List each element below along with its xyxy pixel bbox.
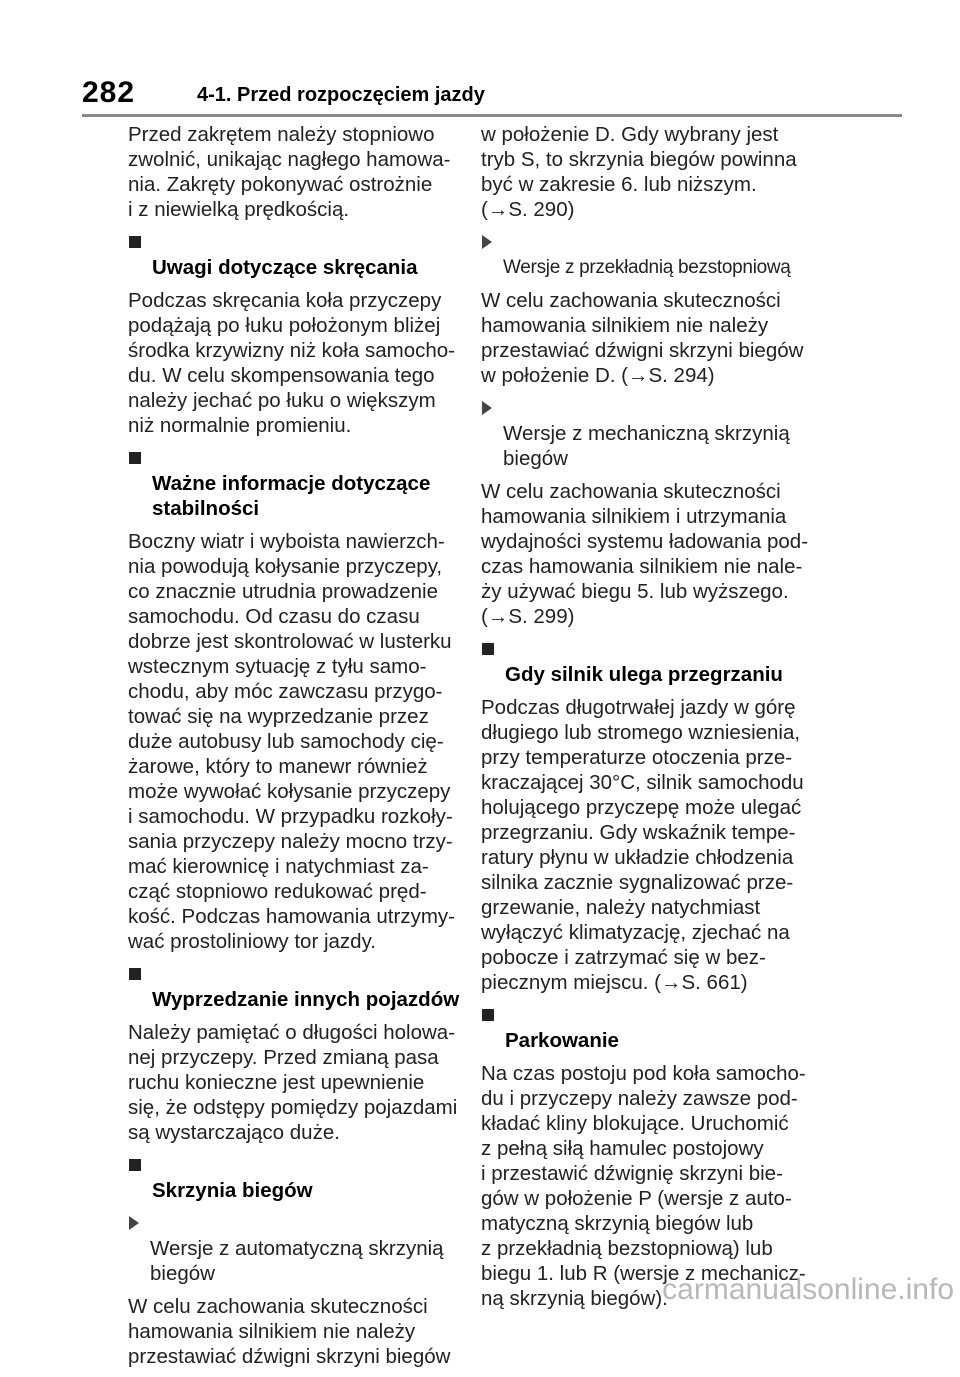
page-number: 282 xyxy=(82,76,136,109)
subheading-text: Wersje z automatyczną skrzynią biegów xyxy=(150,1237,444,1285)
header-divider xyxy=(82,114,902,117)
paragraph: W celu zachowania skuteczności hamowania silnikiem nie należy przestawiać dźwigni skrzyni biegów w położenie D. (→S. 294) xyxy=(481,289,804,387)
paragraph: Boczny wiatr i wyboista nawierzch- nia powodują kołysanie przyczepy, co znacznie utrudnia prowadzenie samochodu. Od czasu do czasu dobrze jest skontrolować w lusterku wstecznym sytuację z tyłu samo- chodu, aby móc zawczasu przygo- tować się na wyprzedzanie przez duże autobusy lub samochody cię- żarowe, który to manewr również może wywołać kołysanie przyczepy i samochodu. W przypadku rozkoły- sania przyczepy należy mocno trzy- mać kierownicę i natychmiast za- cząć stopniowo redukować pręd- kość. Podczas hamowania utrzymy- wać prostoliniowy tor jazdy. xyxy=(128,530,455,953)
triangle-bullet-icon xyxy=(129,1216,139,1230)
triangle-bullet-icon xyxy=(482,401,492,415)
heading-text: Ważne informacje dotyczące stabilności xyxy=(152,472,431,520)
right-column xyxy=(481,122,831,1319)
section-title: 4-1. Przed rozpoczęciem jazdy xyxy=(197,84,485,106)
subheading xyxy=(128,1211,473,1286)
section-heading xyxy=(481,637,831,687)
square-bullet-icon xyxy=(482,1009,494,1021)
page-header xyxy=(0,0,960,120)
section-heading xyxy=(128,230,473,280)
paragraph: w położenie D. Gdy wybrany jest tryb S, to skrzynia biegów powinna być w zakresie 6. lub niższym. (→S. 290) xyxy=(481,123,797,221)
triangle-bullet-icon xyxy=(482,235,492,249)
left-column xyxy=(128,122,473,1377)
square-bullet-icon xyxy=(129,236,141,248)
paragraph: Na czas postoju pod koła samocho- du i przyczepy należy zawsze pod- kładać kliny blokujące. Uruchomić z pełną siłą hamulec postojowy i przestawić dźwignię skrzyni bie- gów w położenie P (wersje z auto- matyczną skrzynią biegów lub z przekładnią bezstopniową) lub biegu 1. lub R (wersje z mechanicz- ną skrzynią biegów). xyxy=(481,1062,806,1310)
paragraph: Przed zakrętem należy stopniowo zwolnić, unikając nagłego hamowa- nia. Zakręty pokonywać ostrożnie i z niewielką prędkością. xyxy=(128,123,451,221)
section-heading xyxy=(481,1003,831,1053)
paragraph: Podczas długotrwałej jazdy w górę długiego lub stromego wzniesienia, przy temperaturze otoczenia prze- kraczającej 30°C, silnik samochodu holującego przyczepę może ulegać przegrzaniu. Gdy wskaźnik tempe- ratury płynu w układzie chłodzenia silnika zacznie sygnalizować prze- grzewanie, należy natychmiast wyłączyć klimatyzację, zjechać na pobocze i zatrzymać się w bez- piecznym miejscu. (→S. 661) xyxy=(481,696,804,994)
heading-text: Uwagi dotyczące skręcania xyxy=(152,256,418,279)
section-heading xyxy=(128,962,473,1012)
square-bullet-icon xyxy=(129,452,141,464)
site-watermark: carmanualsonline.info xyxy=(662,1273,954,1306)
square-bullet-icon xyxy=(129,968,141,980)
heading-text: Skrzynia biegów xyxy=(152,1179,313,1202)
heading-text: Gdy silnik ulega przegrzaniu xyxy=(505,663,783,686)
section-heading xyxy=(128,446,473,521)
section-heading xyxy=(128,1153,473,1203)
heading-text: Parkowanie xyxy=(505,1029,619,1052)
subheading xyxy=(481,396,831,471)
paragraph: Należy pamiętać o długości holowa- nej przyczepy. Przed zmianą pasa ruchu konieczne jest upewnienie się, że odstępy pomiędzy pojazdami są wystarczająco duże. xyxy=(128,1021,458,1144)
paragraph: W celu zachowania skuteczności hamowania silnikiem nie należy przestawiać dźwigni skrzyni biegów xyxy=(128,1295,451,1368)
paragraph: W celu zachowania skuteczności hamowania silnikiem i utrzymania wydajności systemu ładowania pod- czas hamowania silnikiem nie nale- ży używać biegu 5. lub wyższego. (→S. 299) xyxy=(481,480,809,628)
subheading-text: Wersje z mechaniczną skrzynią biegów xyxy=(503,422,790,470)
subheading-text: Wersje z przekładnią bezstopniową xyxy=(503,257,791,278)
paragraph: Podczas skręcania koła przyczepy podążają po łuku położonym bliżej środka krzywizny niż koła samocho- du. W celu skompensowania tego należy jechać po łuku o większym niż normalnie promieniu. xyxy=(128,289,455,437)
square-bullet-icon xyxy=(129,1159,141,1171)
heading-text: Wyprzedzanie innych pojazdów xyxy=(152,988,460,1011)
square-bullet-icon xyxy=(482,643,494,655)
subheading xyxy=(481,230,831,280)
